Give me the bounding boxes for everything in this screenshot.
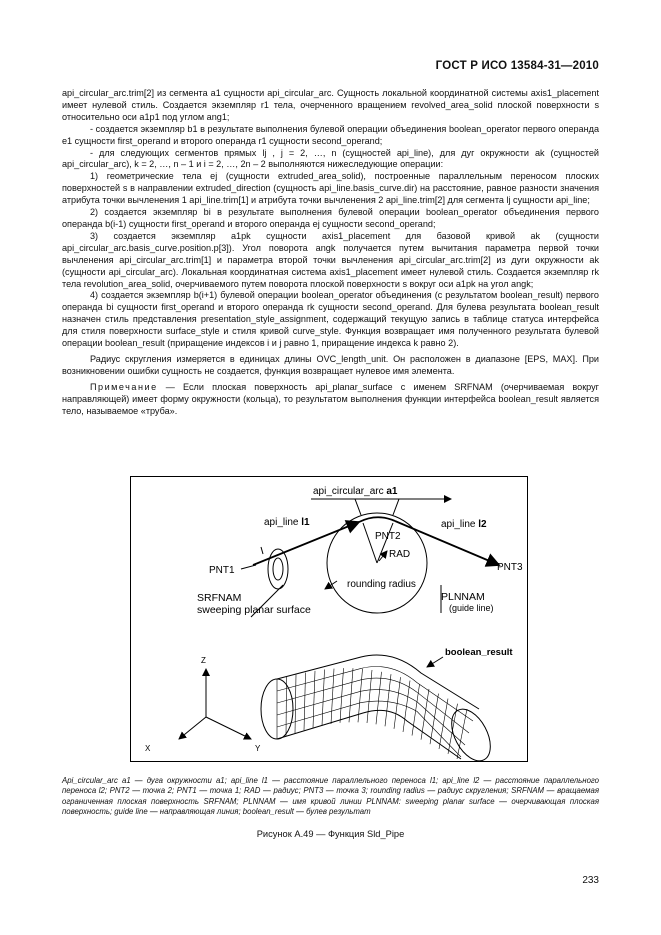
page-number: 233 [582, 875, 599, 886]
label-api-line-l1: api_line l1 [264, 517, 310, 528]
label-rounding-radius: rounding radius [347, 579, 416, 590]
pipe-hatch-line [376, 672, 382, 725]
body-text [62, 88, 599, 417]
page-header: ГОСТ Р ИСО 13584-31—2010 [435, 60, 599, 72]
pipe-hatch-line [457, 709, 467, 759]
label-pnt1: PNT1 [209, 565, 235, 576]
pipe-long-line [277, 678, 469, 733]
pipe-hatch-line [331, 669, 334, 724]
pipe-hatch-line [295, 675, 296, 733]
guide-line-l1 [253, 522, 359, 565]
pipe-hatch-line [412, 685, 420, 736]
pipe-hatch-line [349, 668, 353, 722]
pipe-hatch-line [439, 699, 448, 749]
pipe-hatch-line [340, 668, 344, 723]
axis-x-line [179, 717, 206, 739]
rad-line-1 [363, 523, 377, 563]
paragraph-4: 1) геометрические тела ej (сущности extruded_area_solid), построенные параллельным переносом плоских поверхностей s в направлении extruded_direction (сущность api_line.basis_curve.dir) на расстояние, равное разности значения атрибута точки вычленения 1 api_line.trim[1] и атрибута точки вычленения 2 api_line.trim[2] для сегмента lj сущности api_line; [62, 171, 599, 206]
paragraph-6: 3) создается экземпляр a1pk сущности axis1_placement для базовой кривой ak (сущности api_circular_arc.basis_curve.position.p[3]). Угол поворота angk получается путем вычитания параметра первой точки вычленения api_circular_arc.trim[1] и параметра второй точки вычленения api_circular_arc.trim[2] из дуги окружности ak (сущности api_circular_arc). Локальная координатная система axis1_placement имеет нулевой стиль. Создается экземпляр rk тела revolution_area_solid, очерчиваемого путем поворота плоской поверхности s вокруг оси a1pk на угол angk; [62, 230, 599, 289]
pnt1-leader [241, 565, 256, 569]
label-axis-z: Z [201, 656, 206, 665]
label-sweeping: sweeping planar surface [197, 604, 311, 616]
l1-tick [261, 547, 263, 554]
figure-sld-pipe [130, 476, 528, 762]
paragraph-1: api_circular_arc.trim[2] из сегмента a1 сущности api_circular_arc. Сущность локальной координатной системы axis1_placement имеет нулевой стиль. Создается экземпляр r1 тела, очерченного вращением revolved_area_solid плоской поверхности s относительно оси a1p1 под углом ang1; [62, 88, 599, 122]
pipe-long-line [277, 690, 465, 745]
pipe-hatch-line [304, 673, 306, 731]
label-plnnam: PLNNAM [441, 591, 485, 603]
paragraph-7: 4) создается экземпляр b(i+1) булевой операции boolean_operator объединения (с результатом boolean_result) первого операнда bi сущности first_operand и второго операнда rk сущности second_operand. Для булева результата boolean_result назначен стиль представления presentation_style_assignment, содержащий текущую запись в таблице статуса интерфейса для стиля поверхности surface_style и стиля кривой curve_style. Функция возвращает имя полученного результата булевой операции boolean_result (приращение индексов i и j равно 1, приращение индекса k равно 2). [62, 290, 599, 349]
label-rad: RAD [389, 549, 411, 560]
paragraph-5: 2) создается экземпляр bi в результате выполнения булевой операции boolean_operator объединения первого операнда b(i-1) сущности first_operand и второго операнда ej сущности second_operand; [62, 207, 599, 229]
label-guide-line: (guide line) [449, 603, 494, 613]
note-label: Примечание [90, 381, 158, 392]
srfnam-disc-inner [273, 558, 283, 580]
guide-arc-a1 [359, 517, 395, 522]
label-api-circular-arc: api_circular_arc a1 [313, 486, 398, 497]
figure-drawing [131, 477, 529, 763]
pipe-hatch-line [286, 677, 287, 736]
label-api-line-l2: api_line l2 [441, 519, 487, 530]
pipe-hatch-line [313, 671, 315, 728]
pipe-hatch-line [385, 674, 391, 726]
pipe-hatch-line [448, 704, 458, 754]
label-boolean-result: boolean_result [445, 647, 513, 658]
label-pnt2: PNT2 [375, 531, 401, 542]
label-srfnam: SRFNAM [197, 592, 242, 604]
axes [179, 669, 251, 739]
note-text: — Если плоская поверхность api_planar_surface с именем SRFNAM (очерчиваемая вокруг направляющей) имеет форму окружности (кольца), то результатом выполнения функции интерфейса boolean_result является тело, называемое «труба». [62, 381, 599, 416]
paragraph-3: - для следующих сегментов прямых lj , j = 2, …, n (сущностей api_line), для дуг окружности ak (сущностей api_circular_arc), k = 2, …, n – 1 и i = 2, …, 2n – 2 выполняются нижеследующие операции: [62, 147, 599, 170]
figure-caption: Рисунок А.49 — Функция Sld_Pipe [256, 829, 405, 839]
pipe-hatch-line [322, 670, 325, 726]
axis-y-line [206, 717, 251, 739]
label-axis-x: X [145, 744, 151, 753]
paragraph-2: - создается экземпляр b1 в результате выполнения булевой операции объединения boolean_operator первого операнда e1 сущности first_operand и второго операнда r1 сущности second_operand; [62, 123, 599, 146]
pipe-hatch-line [430, 694, 439, 745]
label-axis-y: Y [255, 744, 261, 753]
label-pnt3: PNT3 [497, 562, 523, 573]
arc-dim-tick-2 [393, 499, 399, 515]
note [62, 382, 599, 418]
pipe-hatching [277, 667, 473, 759]
boolean-result-leader [427, 657, 443, 667]
arc-dim-tick-1 [355, 499, 361, 515]
figure-legend: Api_circular_arc a1 — дуга окружности a1; api_line l1 — расстояние параллельного переноса l1; api_line l2 — расстояние параллельного переноса l2; PNT2 — точка 2; PNT1 — точка 1; RAD — радиус; PNT3 — точка 3; rounding radius — радиус скругления; SRFNAM — вращаемая ограниченная плоская поверхность SRFNAM; PLNNAM — имя кривой линии PLNNAM: sweeping planar surface — очерчивающая плоская поверхность; guide line — направляющая линия; boolean_result — булев результат [62, 776, 599, 817]
paragraph-8: Радиус скругления измеряется в единицах длины OVC_length_unit. Он расположен в диапазоне [EPS, MAX]. При возникновении ошибки сущность не создается, функция возвращает нулевое имя элемента. [62, 353, 599, 376]
